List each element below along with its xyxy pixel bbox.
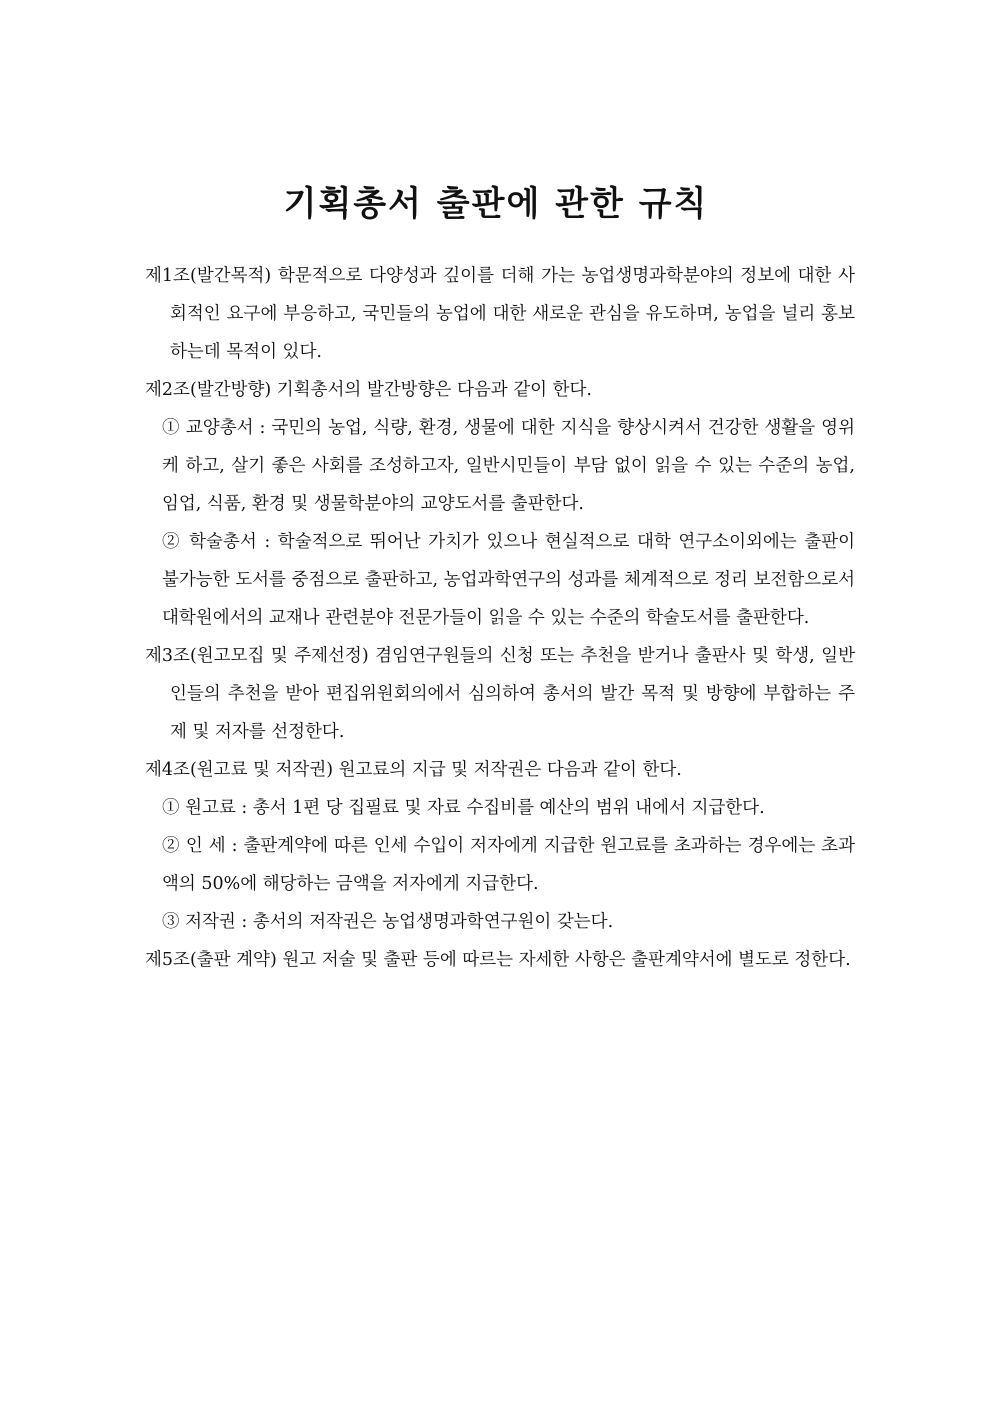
article-3-text: 겸임연구원들의 신청 또는 추천을 받거나 출판사 및 학생, 일반인들의 추천을 받아 편집위원회의에서 심의하여 총서의 발간 목적 및 방향에 부합하는 주제 및 저자를 선정한다.	[170, 646, 855, 742]
article-4	[145, 751, 855, 789]
article-1	[145, 257, 855, 371]
article-2-heading: 제2조(발간방향)	[145, 380, 272, 400]
article-5	[145, 941, 855, 979]
article-2-item-2: ② 학술총서 : 학술적으로 뛰어난 가치가 있으나 현실적으로 대학 연구소이외에는 출판이 불가능한 도서를 중점으로 출판하고, 농업과학연구의 성과를 체계적으로 정리 보전함으로서 대학원에서의 교재나 관련분야 전문가들이 읽을 수 있는 수준의 학술도서를 출판한다.	[162, 532, 855, 628]
article-2-item-1: ① 교양총서 : 국민의 농업, 식량, 환경, 생물에 대한 지식을 향상시켜서 건강한 생활을 영위케 하고, 살기 좋은 사회를 조성하고자, 일반시민들이 부담 없이 읽을 수 있는 수준의 농업, 임업, 식품, 환경 및 생물학분야의 교양도서를 출판한다.	[162, 418, 855, 514]
article-3-heading: 제3조(원고모집 및 주제선정)	[145, 646, 369, 666]
article-1-heading: 제1조(발간목적)	[145, 266, 272, 286]
article-4-heading: 제4조(원고료 및 저작권)	[145, 760, 334, 780]
document-body	[145, 257, 855, 979]
article-3	[145, 637, 855, 751]
article-4-item-2: ② 인 세 : 출판계약에 따른 인세 수입이 저자에게 지급한 원고료를 초과하는 경우에는 초과액의 50%에 해당하는 금액을 저자에게 지급한다.	[162, 836, 855, 894]
article-4-text: 원고료의 지급 및 저작권은 다음과 같이 한다.	[333, 760, 682, 780]
article-1-text: 학문적으로 다양성과 깊이를 더해 가는 농업생명과학분야의 정보에 대한 사회적인 요구에 부응하고, 국민들의 농업에 대한 새로운 관심을 유도하며, 농업을 널리 홍보하는데 목적이 있다.	[170, 266, 855, 362]
article-4-item-3: ③ 저작권 : 총서의 저작권은 농업생명과학연구원이 갖는다.	[162, 912, 614, 932]
article-5-text: 원고 저술 및 출판 등에 따르는 자세한 사항은 출판계약서에 별도로 정한다.	[276, 950, 851, 970]
article-4-item-1: ① 원고료 : 총서 1편 당 집필료 및 자료 수집비를 예산의 범위 내에서 지급한다.	[162, 798, 765, 818]
article-2	[145, 371, 855, 409]
article-2-text: 기획총서의 발간방향은 다음과 같이 한다.	[271, 380, 592, 400]
document-title: 기획총서 출판에 관한 규칙	[283, 183, 709, 224]
article-5-heading: 제5조(출판 계약)	[145, 950, 277, 970]
